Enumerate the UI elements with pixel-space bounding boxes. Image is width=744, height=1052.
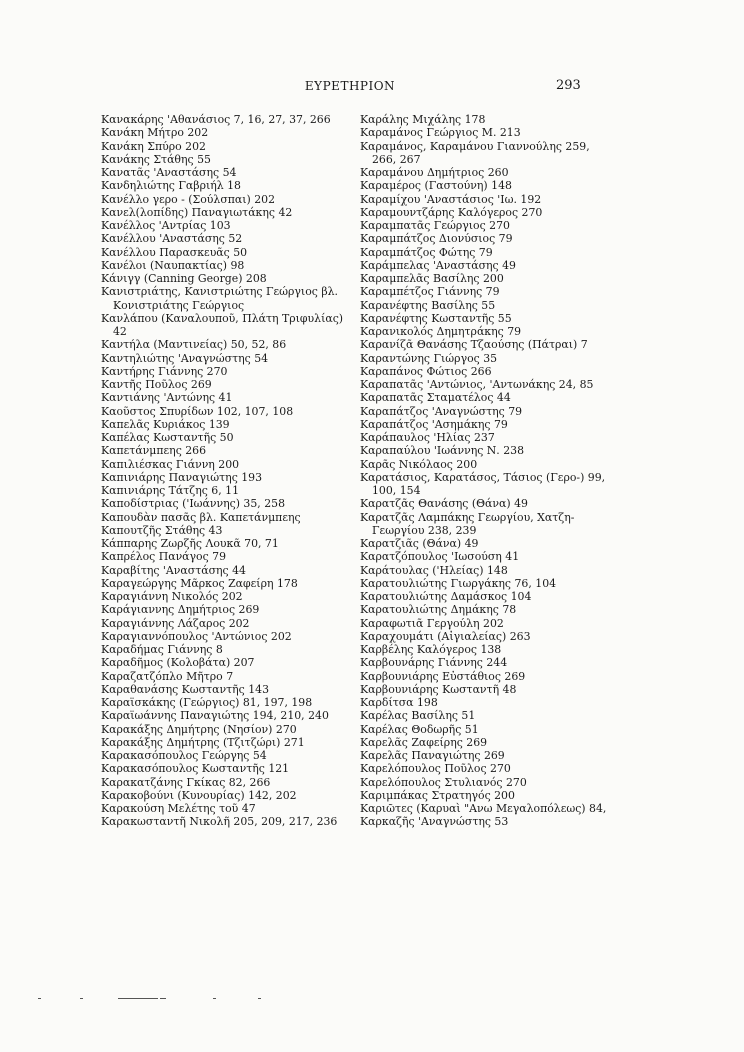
index-entry: Καπελᾶς Κυριάκος 139 bbox=[101, 417, 230, 431]
index-entry: Καραπατᾶς 'Αντώνιος, 'Αντωνάκης 24, 85 bbox=[360, 378, 594, 391]
scan-artifact-marks bbox=[38, 998, 338, 1006]
index-entry: Κανιστριάτης, Κανιστριώτης Γεώργιος βλ. Κονιστριάτης Γεώργιος bbox=[101, 285, 338, 312]
index-entry: Καρατουλιώτης Δημάκης 78 bbox=[360, 603, 517, 617]
index-entry: Κανελ(λοπίδης) Παναγιωτάκης 42 bbox=[101, 205, 293, 219]
index-entry: Καρακούση Μελέτης τοῦ 47 bbox=[101, 802, 256, 815]
index-entry: Κανλάπου (Καναλουποῦ, Πλάτη Τριφυλίας) 42 bbox=[101, 311, 344, 338]
index-entry: Καραπάτζος 'Αναγνώστης 79 bbox=[360, 404, 523, 418]
index-entry: Καρελᾶς Ζαφείρης 269 bbox=[360, 735, 488, 749]
index-entry: Καραπατᾶς Σταματέλος 44 bbox=[360, 391, 511, 405]
index-entry: Καρανέφτης Βασίλης 55 bbox=[360, 298, 496, 312]
index-entry: Καρακασόπουλος Γεώργης 54 bbox=[101, 749, 267, 762]
index-entry: Καποδίστριας ('Ιωάννης) 35, 258 bbox=[101, 497, 286, 511]
index-entry: Κανέλλου 'Αναστάσης 52 bbox=[101, 232, 243, 246]
index-entry: Κάνιγγ (Canning George) 208 bbox=[101, 272, 267, 285]
index-entry: Καράγιαννης Δημήτριος 269 bbox=[101, 603, 260, 617]
index-entry: Καραντώνης Γιώργος 35 bbox=[360, 351, 498, 365]
index-entry: Καραμίχου 'Αναστάσιος 'Ιω. 192 bbox=[360, 192, 542, 206]
index-entry: Καραχουμάτι (Αἰγιαλείας) 263 bbox=[360, 629, 531, 643]
index-entry: Καπουτζῆς Στάθης 43 bbox=[101, 523, 223, 537]
index-entry: Καραθανάσης Κωσταντῆς 143 bbox=[101, 682, 270, 696]
index-entry: Καραπάτζος 'Ασημάκης 79 bbox=[360, 417, 508, 431]
index-entry: Καράλης Μιχάλης 178 bbox=[360, 113, 486, 126]
index-entry: Καραμέρος (Γαστούνη) 148 bbox=[360, 179, 512, 193]
index-entry: Καραμάνου Δημήτριος 260 bbox=[360, 166, 509, 179]
index-entry: Καρβουνάρης Γιάννης 244 bbox=[360, 656, 508, 670]
index-entry: Καριῶτες (Καρυαὶ "Ανω Μεγαλοπόλεως) 84, bbox=[360, 802, 607, 815]
index-entry: Καριμπάκας Στρατηγός 200 bbox=[360, 788, 515, 802]
page-title: ΕΥΡΕΤΗΡΙΟΝ bbox=[304, 79, 396, 93]
index-entry: Κανέλλο γερο - (Σούλσπαι) 202 bbox=[101, 192, 276, 206]
index-entry: Καράπαυλος 'Ηλίας 237 bbox=[360, 431, 495, 444]
index-entry: Καράμπελας 'Αναστάσης 49 bbox=[360, 258, 516, 272]
index-entry: Κανάκης Στάθης 55 bbox=[101, 152, 211, 166]
index-entry: Καπουδὰν πασᾶς βλ. Καπετάνμπεης bbox=[101, 510, 301, 524]
index-entry: Καραγιάννης Λάζαρος 202 bbox=[101, 616, 250, 630]
index-entry: Καραϊσκάκης (Γεώργιος) 81, 197, 198 bbox=[101, 696, 313, 709]
index-entry: Καρατζιᾶς (Θάνα) 49 bbox=[360, 537, 479, 550]
index-entry: Καπέλας Κωσταντῆς 50 bbox=[101, 431, 234, 444]
index-entry: Καρβουνιάρης Εὐστάθιος 269 bbox=[360, 669, 526, 683]
index-entry: Καραζατζόπλο Μῆτρο 7 bbox=[101, 669, 234, 683]
index-entry: Καπινιάρης Παναγιώτης 193 bbox=[101, 470, 263, 484]
index-entry: Καραγιάννη Νικολός 202 bbox=[101, 590, 243, 603]
index-entry: Καραμπατᾶς Γεώργιος 270 bbox=[360, 219, 510, 232]
index-entry: Καραδῆμος (Κολοβάτα) 207 bbox=[101, 656, 255, 670]
index-entry: Καρατζᾶς Θανάσης (Θάνα) 49 bbox=[360, 497, 528, 511]
index-entry: Καρατουλιώτης Δαμάσκος 104 bbox=[360, 590, 532, 603]
index-entry: Καντῆς Ποῦλος 269 bbox=[101, 378, 212, 391]
index-entry: Καρακάξης Δημήτρης (Νησίον) 270 bbox=[101, 722, 297, 736]
index-entry: Καρελόπουλος Στυλιανός 270 bbox=[360, 775, 527, 789]
index-entry: Καραδήμας Γιάννης 8 bbox=[101, 643, 223, 656]
index-entry: Καραμπελᾶς Βασίλης 200 bbox=[360, 272, 504, 285]
index-entry: Καραγιαννόπουλος 'Αντώνιος 202 bbox=[101, 629, 292, 643]
index-entry: Καρανίζᾶ Θανάσης Τζαούσης (Πάτραι) 7 bbox=[360, 338, 588, 352]
index-entry: Κανατᾶς 'Αναστάσης 54 bbox=[101, 166, 237, 179]
index-column-left bbox=[101, 113, 351, 829]
index-entry: Καραπαύλου 'Ιωάννης Ν. 238 bbox=[360, 444, 525, 458]
index-entry: Καρελόπουλος Ποῦλος 270 bbox=[360, 762, 511, 776]
index-entry: Καραμουντζάρης Καλόγερος 270 bbox=[360, 205, 543, 219]
index-entry: Κανέλλου Παρασκευᾶς 50 bbox=[101, 245, 248, 259]
index-entry: Καπρέλος Πανάγος 79 bbox=[101, 550, 227, 564]
index-entry: Καρακασόπουλος Κωσταντῆς 121 bbox=[101, 762, 290, 776]
index-entry: Καντήλα (Μαντινείας) 50, 52, 86 bbox=[101, 338, 287, 352]
index-entry: Καρελᾶς Παναγιώτης 269 bbox=[360, 749, 505, 762]
index-entry: Καρέλας Βασίλης 51 bbox=[360, 709, 476, 723]
index-entry: Καρκαζῆς 'Αναγνώστης 53 bbox=[360, 815, 509, 829]
index-entry: Καρβέλης Καλόγερος 138 bbox=[360, 643, 502, 656]
index-entry: Κανακάρης 'Αθανάσιος 7, 16, 27, 37, 266 bbox=[101, 113, 331, 126]
index-entry: Κανέλλος 'Αντρίας 103 bbox=[101, 219, 231, 232]
index-entry: Καντηλιώτης 'Αναγνώστης 54 bbox=[101, 351, 269, 365]
index-entry: Καρατάσιος, Καρατάσος, Τάσιος (Γερο-) 99, 100, 154 bbox=[360, 470, 606, 497]
index-entry: Καραϊωάννης Παναγιώτης 194, 210, 240 bbox=[101, 709, 329, 723]
index-column-right bbox=[360, 113, 610, 829]
index-entry: Καρανέφτης Κωσταντῆς 55 bbox=[360, 311, 512, 325]
index-entry: Κάππαρης Ζωρζῆς Λουκᾶ 70, 71 bbox=[101, 537, 279, 550]
index-entry: Κανδηλιώτης Γαβριήλ 18 bbox=[101, 179, 241, 193]
index-entry: Καρακωσταντῆ Νικολῆ 205, 209, 217, 236 bbox=[101, 815, 338, 829]
index-entry: Καραμπάτζος Διονύσιος 79 bbox=[360, 232, 513, 246]
index-entry: Καραφωτιᾶ Γεργούλη 202 bbox=[360, 616, 504, 630]
index-entry: Καπιλιέσκας Γιάννη 200 bbox=[101, 457, 240, 471]
index-entry: Καρακατζάνης Γκίκας 82, 266 bbox=[101, 775, 271, 789]
index-entry: Καρανικολός Δημητράκης 79 bbox=[360, 325, 522, 338]
index-entry: Καρᾶς Νικόλαος 200 bbox=[360, 457, 478, 471]
index-entry: Κανάκη Σπύρο 202 bbox=[101, 139, 206, 153]
index-entry: Καράτουλας ('Ηλείας) 148 bbox=[360, 563, 508, 577]
index-entry: Καραμπέτζος Γιάννης 79 bbox=[360, 285, 500, 299]
index-entry: Καρατζᾶς Λαμπάκης Γεωργίου, Χατζη-Γεωργίου 238, 239 bbox=[360, 510, 575, 537]
index-entry: Καρακοβούνι (Κυνουρίας) 142, 202 bbox=[101, 788, 297, 802]
index-entry: Καπετάνμπεης 266 bbox=[101, 444, 207, 458]
index-entry: Καοῦστος Σπυρίδων 102, 107, 108 bbox=[101, 404, 294, 418]
index-entry: Καρβουνιάρης Κωσταντῆ 48 bbox=[360, 682, 517, 696]
index-entry: Καραμάνος, Καραμάνου Γιαννούλης 259, 266, 267 bbox=[360, 139, 590, 166]
index-entry: Καντήρης Γιάννης 270 bbox=[101, 364, 228, 378]
index-entry: Καραπάνος Φώτιος 266 bbox=[360, 364, 492, 378]
index-entry: Καραμπάτζος Φώτης 79 bbox=[360, 245, 493, 259]
index-entry: Καραγεώργης Μᾶρκος Ζαφείρη 178 bbox=[101, 576, 298, 590]
index-entry: Καρατουλιώτης Γιωργάκης 76, 104 bbox=[360, 576, 557, 590]
index-entry: Καπινιάρης Τάτζης 6, 11 bbox=[101, 484, 239, 497]
index-entry: Καρέλας Θοδωρῆς 51 bbox=[360, 722, 479, 736]
index-entry: Καντιάνης 'Αντώνης 41 bbox=[101, 391, 233, 405]
index-entry: Καραμάνος Γεώργιος Μ. 213 bbox=[360, 126, 521, 140]
index-entry: Καραβίτης 'Αναστάσης 44 bbox=[101, 563, 246, 577]
index-entry: Καρδίτσα 198 bbox=[360, 696, 438, 709]
page-number: 293 bbox=[556, 78, 581, 93]
index-entry: Κανάκη Μήτρο 202 bbox=[101, 126, 209, 140]
index-entry: Κανέλοι (Ναυπακτίας) 98 bbox=[101, 258, 245, 272]
index-entry: Καρατζόπουλος 'Ιωσούση 41 bbox=[360, 550, 520, 564]
index-entry: Καρακάξης Δημήτρης (Τζιτζώρι) 271 bbox=[101, 735, 305, 749]
